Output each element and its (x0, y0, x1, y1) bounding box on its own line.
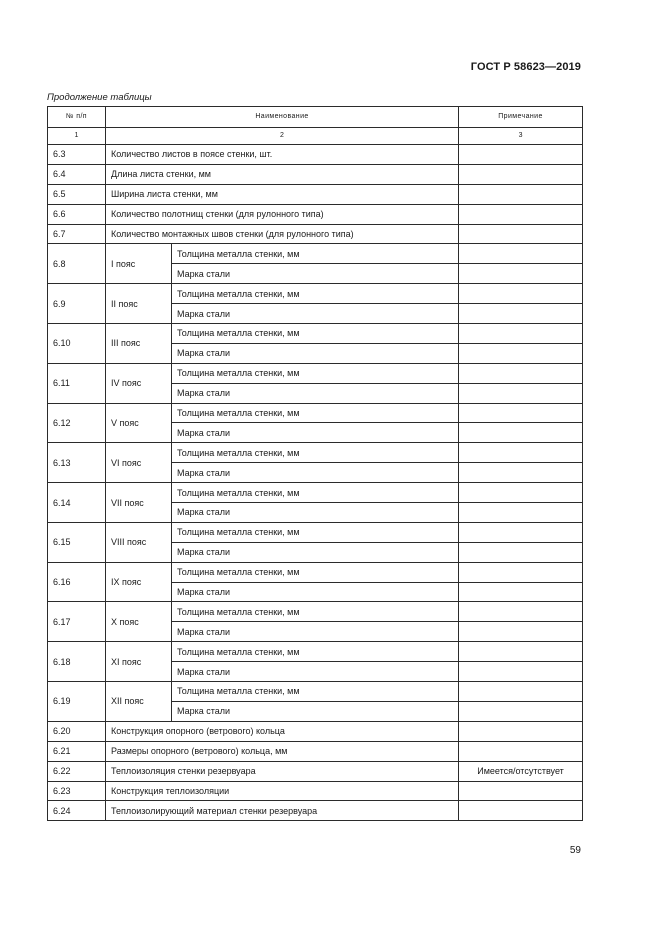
row-note (459, 264, 583, 284)
row-note (459, 403, 583, 423)
row-number: 6.17 (48, 602, 106, 642)
row-note (459, 542, 583, 562)
belt-label: V пояс (106, 403, 172, 443)
table-row-belt (48, 682, 583, 702)
row-note (459, 801, 583, 821)
row-note (459, 145, 583, 165)
belt-steel-grade-label: Марка стали (172, 662, 459, 682)
belt-thickness-label: Толщина металла стенки, мм (172, 284, 459, 304)
table-row (48, 204, 583, 224)
table-row-belt (48, 363, 583, 383)
belt-label: II пояс (106, 284, 172, 324)
row-note (459, 284, 583, 304)
column-number-3: 3 (459, 128, 583, 145)
belt-steel-grade-label: Марка стали (172, 304, 459, 324)
belt-thickness-label: Толщина металла стенки, мм (172, 682, 459, 702)
row-note (459, 184, 583, 204)
row-number: 6.19 (48, 682, 106, 722)
belt-steel-grade-label: Марка стали (172, 264, 459, 284)
row-note (459, 682, 583, 702)
row-number: 6.5 (48, 184, 106, 204)
row-number: 6.6 (48, 204, 106, 224)
row-note (459, 304, 583, 324)
row-note (459, 164, 583, 184)
row-name: Количество листов в поясе стенки, шт. (106, 145, 459, 165)
belt-steel-grade-label: Марка стали (172, 423, 459, 443)
row-number: 6.3 (48, 145, 106, 165)
belt-thickness-label: Толщина металла стенки, мм (172, 403, 459, 423)
page-number: 59 (569, 845, 581, 856)
row-number: 6.13 (48, 443, 106, 483)
row-number: 6.8 (48, 244, 106, 284)
row-note (459, 463, 583, 483)
table-row (48, 741, 583, 761)
row-number: 6.24 (48, 801, 106, 821)
table-row (48, 164, 583, 184)
row-note (459, 204, 583, 224)
belt-label: I пояс (106, 244, 172, 284)
row-note (459, 224, 583, 244)
belt-label: IV пояс (106, 363, 172, 403)
column-numbers-row (48, 128, 583, 145)
column-header-name: Наименование (106, 107, 459, 128)
row-note (459, 483, 583, 503)
table-row-belt (48, 443, 583, 463)
row-note (459, 582, 583, 602)
row-name: Ширина листа стенки, мм (106, 184, 459, 204)
row-note (459, 522, 583, 542)
row-number: 6.7 (48, 224, 106, 244)
belt-thickness-label: Толщина металла стенки, мм (172, 522, 459, 542)
table-row-belt (48, 642, 583, 662)
belt-steel-grade-label: Марка стали (172, 383, 459, 403)
row-name: Количество полотнищ стенки (для рулонного типа) (106, 204, 459, 224)
table-row (48, 721, 583, 741)
row-note (459, 363, 583, 383)
row-note (459, 244, 583, 264)
row-number: 6.12 (48, 403, 106, 443)
row-name: Теплоизолирующий материал стенки резервуара (106, 801, 459, 821)
belt-steel-grade-label: Марка стали (172, 503, 459, 523)
table-row-belt (48, 483, 583, 503)
belt-steel-grade-label: Марка стали (172, 542, 459, 562)
row-number: 6.11 (48, 363, 106, 403)
row-number: 6.10 (48, 324, 106, 364)
row-note (459, 781, 583, 801)
belt-label: VI пояс (106, 443, 172, 483)
table-continuation-caption: Продолжение таблицы (47, 92, 152, 103)
table-row-belt (48, 244, 583, 264)
table-row-belt (48, 324, 583, 344)
belt-thickness-label: Толщина металла стенки, мм (172, 363, 459, 383)
belt-steel-grade-label: Марка стали (172, 463, 459, 483)
table-row-belt (48, 562, 583, 582)
table-row-belt (48, 284, 583, 304)
column-number-2: 2 (106, 128, 459, 145)
belt-thickness-label: Толщина металла стенки, мм (172, 483, 459, 503)
row-number: 6.21 (48, 741, 106, 761)
row-name: Конструкция опорного (ветрового) кольца (106, 721, 459, 741)
row-name: Длина листа стенки, мм (106, 164, 459, 184)
row-number: 6.20 (48, 721, 106, 741)
row-name: Конструкция теплоизоляции (106, 781, 459, 801)
row-note (459, 343, 583, 363)
belt-label: X пояс (106, 602, 172, 642)
belt-thickness-label: Толщина металла стенки, мм (172, 642, 459, 662)
table-row-belt (48, 602, 583, 622)
column-header-note: Примечание (459, 107, 583, 128)
row-note (459, 622, 583, 642)
belt-label: VIII пояс (106, 522, 172, 562)
row-note (459, 721, 583, 741)
row-note (459, 602, 583, 622)
belt-label: XII пояс (106, 682, 172, 722)
row-name: Теплоизоляция стенки резервуара (106, 761, 459, 781)
row-note: Имеется/отсутствует (459, 761, 583, 781)
specification-table (47, 106, 583, 821)
row-number: 6.4 (48, 164, 106, 184)
table-row-belt (48, 522, 583, 542)
belt-label: VII пояс (106, 483, 172, 523)
belt-thickness-label: Толщина металла стенки, мм (172, 244, 459, 264)
row-note (459, 562, 583, 582)
belt-label: IX пояс (106, 562, 172, 602)
table-row (48, 801, 583, 821)
row-number: 6.18 (48, 642, 106, 682)
row-note (459, 741, 583, 761)
belt-thickness-label: Толщина металла стенки, мм (172, 443, 459, 463)
row-number: 6.16 (48, 562, 106, 602)
row-number: 6.15 (48, 522, 106, 562)
belt-thickness-label: Толщина металла стенки, мм (172, 562, 459, 582)
table-row-belt (48, 403, 583, 423)
belt-thickness-label: Толщина металла стенки, мм (172, 602, 459, 622)
belt-label: XI пояс (106, 642, 172, 682)
row-number: 6.14 (48, 483, 106, 523)
row-note (459, 383, 583, 403)
belt-steel-grade-label: Марка стали (172, 343, 459, 363)
row-number: 6.9 (48, 284, 106, 324)
row-number: 6.23 (48, 781, 106, 801)
row-note (459, 701, 583, 721)
column-header-number: № п/п (48, 107, 106, 128)
document-code: ГОСТ Р 58623—2019 (470, 61, 581, 73)
table-header-row (48, 107, 583, 128)
row-note (459, 443, 583, 463)
table-row (48, 224, 583, 244)
row-note (459, 423, 583, 443)
row-note (459, 324, 583, 344)
row-note (459, 662, 583, 682)
table-row (48, 184, 583, 204)
table-row (48, 761, 583, 781)
row-note (459, 642, 583, 662)
belt-steel-grade-label: Марка стали (172, 622, 459, 642)
row-name: Размеры опорного (ветрового) кольца, мм (106, 741, 459, 761)
row-name: Количество монтажных швов стенки (для рулонного типа) (106, 224, 459, 244)
belt-steel-grade-label: Марка стали (172, 582, 459, 602)
row-number: 6.22 (48, 761, 106, 781)
table-row (48, 145, 583, 165)
belt-label: III пояс (106, 324, 172, 364)
belt-thickness-label: Толщина металла стенки, мм (172, 324, 459, 344)
belt-steel-grade-label: Марка стали (172, 701, 459, 721)
row-note (459, 503, 583, 523)
column-number-1: 1 (48, 128, 106, 145)
table-row (48, 781, 583, 801)
